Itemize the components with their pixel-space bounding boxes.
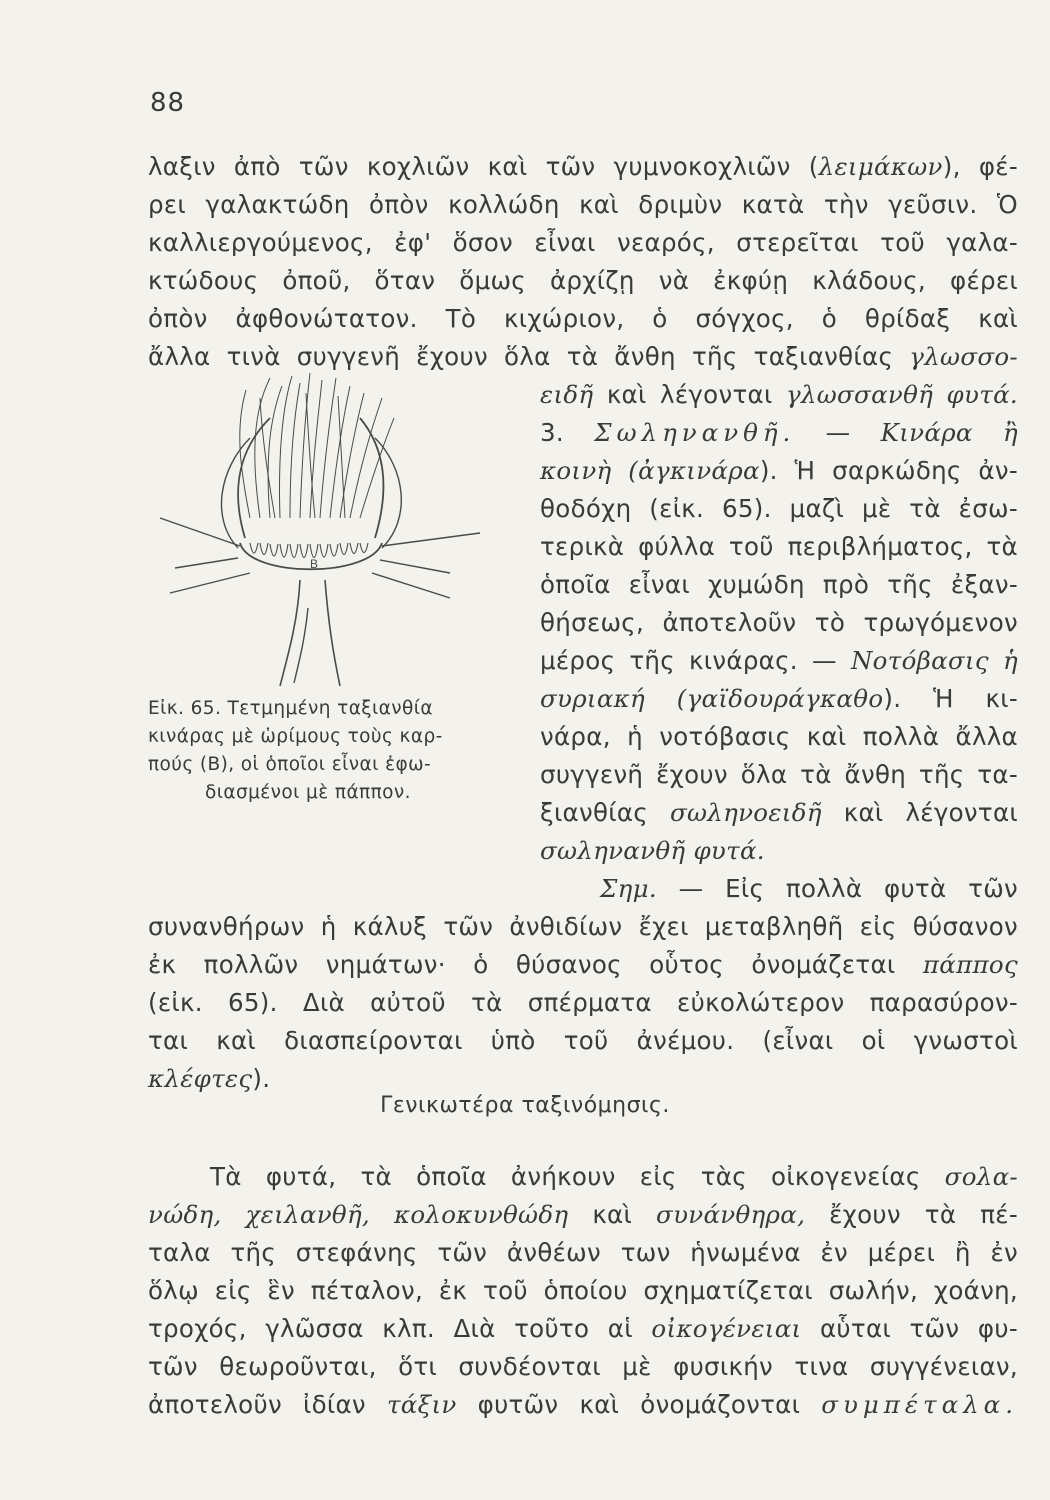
text-line: (εἰκ. 65). Διὰ αὐτοῦ τὰ σπέρματα εὐκολώτερον παρασύρον- bbox=[148, 988, 1018, 1017]
text-line: νάρα, ἡ νοτόβασις καὶ πολλὰ ἄλλα bbox=[540, 722, 1018, 751]
text-line: κλέφτες). bbox=[148, 1064, 271, 1093]
text-line: ξιανθίας σωληνοειδῆ καὶ λέγονται bbox=[540, 798, 1018, 827]
text-line: ἐκ πολλῶν νημάτων· ὁ θύσανος οὗτος ὀνομάζεται πάππος bbox=[148, 950, 1018, 979]
text-line: τῶν θεωροῦνται, ὅτι συνδέονται μὲ φυσικήν τινα συγγένειαν, bbox=[148, 1352, 1018, 1381]
section-heading: Γενικωτέρα ταξινόμησις. bbox=[380, 1093, 670, 1118]
text-line: ειδῆ καὶ λέγονται γλωσσανθῆ φυτά. bbox=[540, 380, 1018, 409]
text-line: σωληνανθῆ φυτά. bbox=[540, 836, 765, 865]
figure-caption-line: Εἰκ. 65. Τετμημένη ταξιανθία bbox=[148, 698, 433, 719]
text-line: ρει γαλακτώδη ὀπὸν κολλώδη καὶ δριμὺν κατὰ τὴν γεῦσιν. Ὁ bbox=[148, 190, 1018, 219]
text-line: συγγενῆ ἔχουν ὅλα τὰ ἄνθη τῆς τα- bbox=[540, 760, 1018, 789]
page-number: 88 bbox=[150, 88, 186, 118]
figure-caption-line: πούς (B), οἱ ὁποῖοι εἶναι ἐφω- bbox=[148, 754, 432, 775]
text-line: τερικὰ φύλλα τοῦ περιβλήματος, τὰ bbox=[540, 532, 1018, 561]
text-line: τροχός, γλῶσσα κλπ. Διὰ τοῦτο αἱ οἰκογένειαι αὗται τῶν φυ- bbox=[148, 1314, 1018, 1343]
text-line: ὅλῳ εἰς ἓν πέταλον, ἐκ τοῦ ὁποίου σχηματίζεται σωλήν, χοάνη, bbox=[148, 1276, 1018, 1305]
fruits bbox=[250, 543, 368, 558]
text-line: συριακή (γαϊδουράγκαθο). Ἡ κι- bbox=[540, 684, 1018, 713]
figure-caption-line: κινάρας μὲ ὡρίμους τοὺς καρ- bbox=[148, 726, 443, 747]
artichoke-figure bbox=[150, 368, 520, 688]
text-line: κοινὴ (ἀγκινάρα). Ἡ σαρκώδης ἀν- bbox=[540, 456, 1018, 485]
text-line: θοδόχη (εἰκ. 65). μαζὶ μὲ τὰ ἐσω- bbox=[540, 494, 1018, 523]
text-line: ὀπὸν ἀφθονώτατον. Τὸ κιχώριον, ὁ σόγχος, ὁ θρίδαξ καὶ bbox=[148, 304, 1018, 333]
text-line: μέρος τῆς κινάρας. — Νοτόβασις ἡ bbox=[540, 646, 1018, 675]
text-line: ἀποτελοῦν ἰδίαν τάξιν φυτῶν καὶ ὀνομάζονται συμπέταλα. bbox=[148, 1390, 1018, 1419]
pappus-bristles bbox=[240, 373, 394, 518]
figure-label-b: B bbox=[310, 557, 319, 571]
figure-caption-line: διασμένοι μὲ πάππον. bbox=[205, 782, 411, 803]
text-line: ὁποῖα εἶναι χυμώδη πρὸ τῆς ἐξαν- bbox=[540, 570, 1018, 599]
text-line: Σημ. — Εἰς πολλὰ φυτὰ τῶν bbox=[600, 874, 1018, 903]
text-line: νώδη, χειλανθῆ, κολοκυνθώδη καὶ συνάνθηρα, ἔχουν τὰ πέ- bbox=[148, 1200, 1018, 1229]
text-line: λαξιν ἀπὸ τῶν κοχλιῶν καὶ τῶν γυμνοκοχλιῶν (λειμάκων), φέ- bbox=[148, 152, 1018, 181]
text-line: ἄλλα τινὰ συγγενῆ ἔχουν ὅλα τὰ ἄνθη τῆς ταξιανθίας γλωσσο- bbox=[148, 342, 1018, 371]
text-line: κτώδους ὀποῦ, ὅταν ὅμως ἀρχίζῃ νὰ ἐκφύῃ κλάδους, φέρει bbox=[148, 266, 1018, 295]
text-line: Τὰ φυτά, τὰ ὁποῖα ἀνήκουν εἰς τὰς οἰκογενείας σολα- bbox=[210, 1162, 1018, 1191]
text-line: συνανθήρων ἡ κάλυξ τῶν ἀνθιδίων ἔχει μεταβληθῆ εἰς θύσανον bbox=[148, 912, 1018, 941]
text-line: ταλα τῆς στεφάνης τῶν ἀνθέων των ἡνωμένα ἐν μέρει ἢ ἐν bbox=[148, 1238, 1018, 1267]
text-line: ται καὶ διασπείρονται ὑπὸ τοῦ ἀνέμου. (εἶναι οἱ γνωστοὶ bbox=[148, 1026, 1018, 1055]
text-line: θήσεως, ἀποτελοῦν τὸ τρωγόμενον bbox=[540, 608, 1018, 637]
text-line: καλλιεργούμενος, ἐφ' ὅσον εἶναι νεαρός, στερεῖται τοῦ γαλα- bbox=[148, 228, 1018, 257]
text-line: 3. Σωληνανθῆ. — Κινάρα ἢ bbox=[540, 418, 1018, 447]
